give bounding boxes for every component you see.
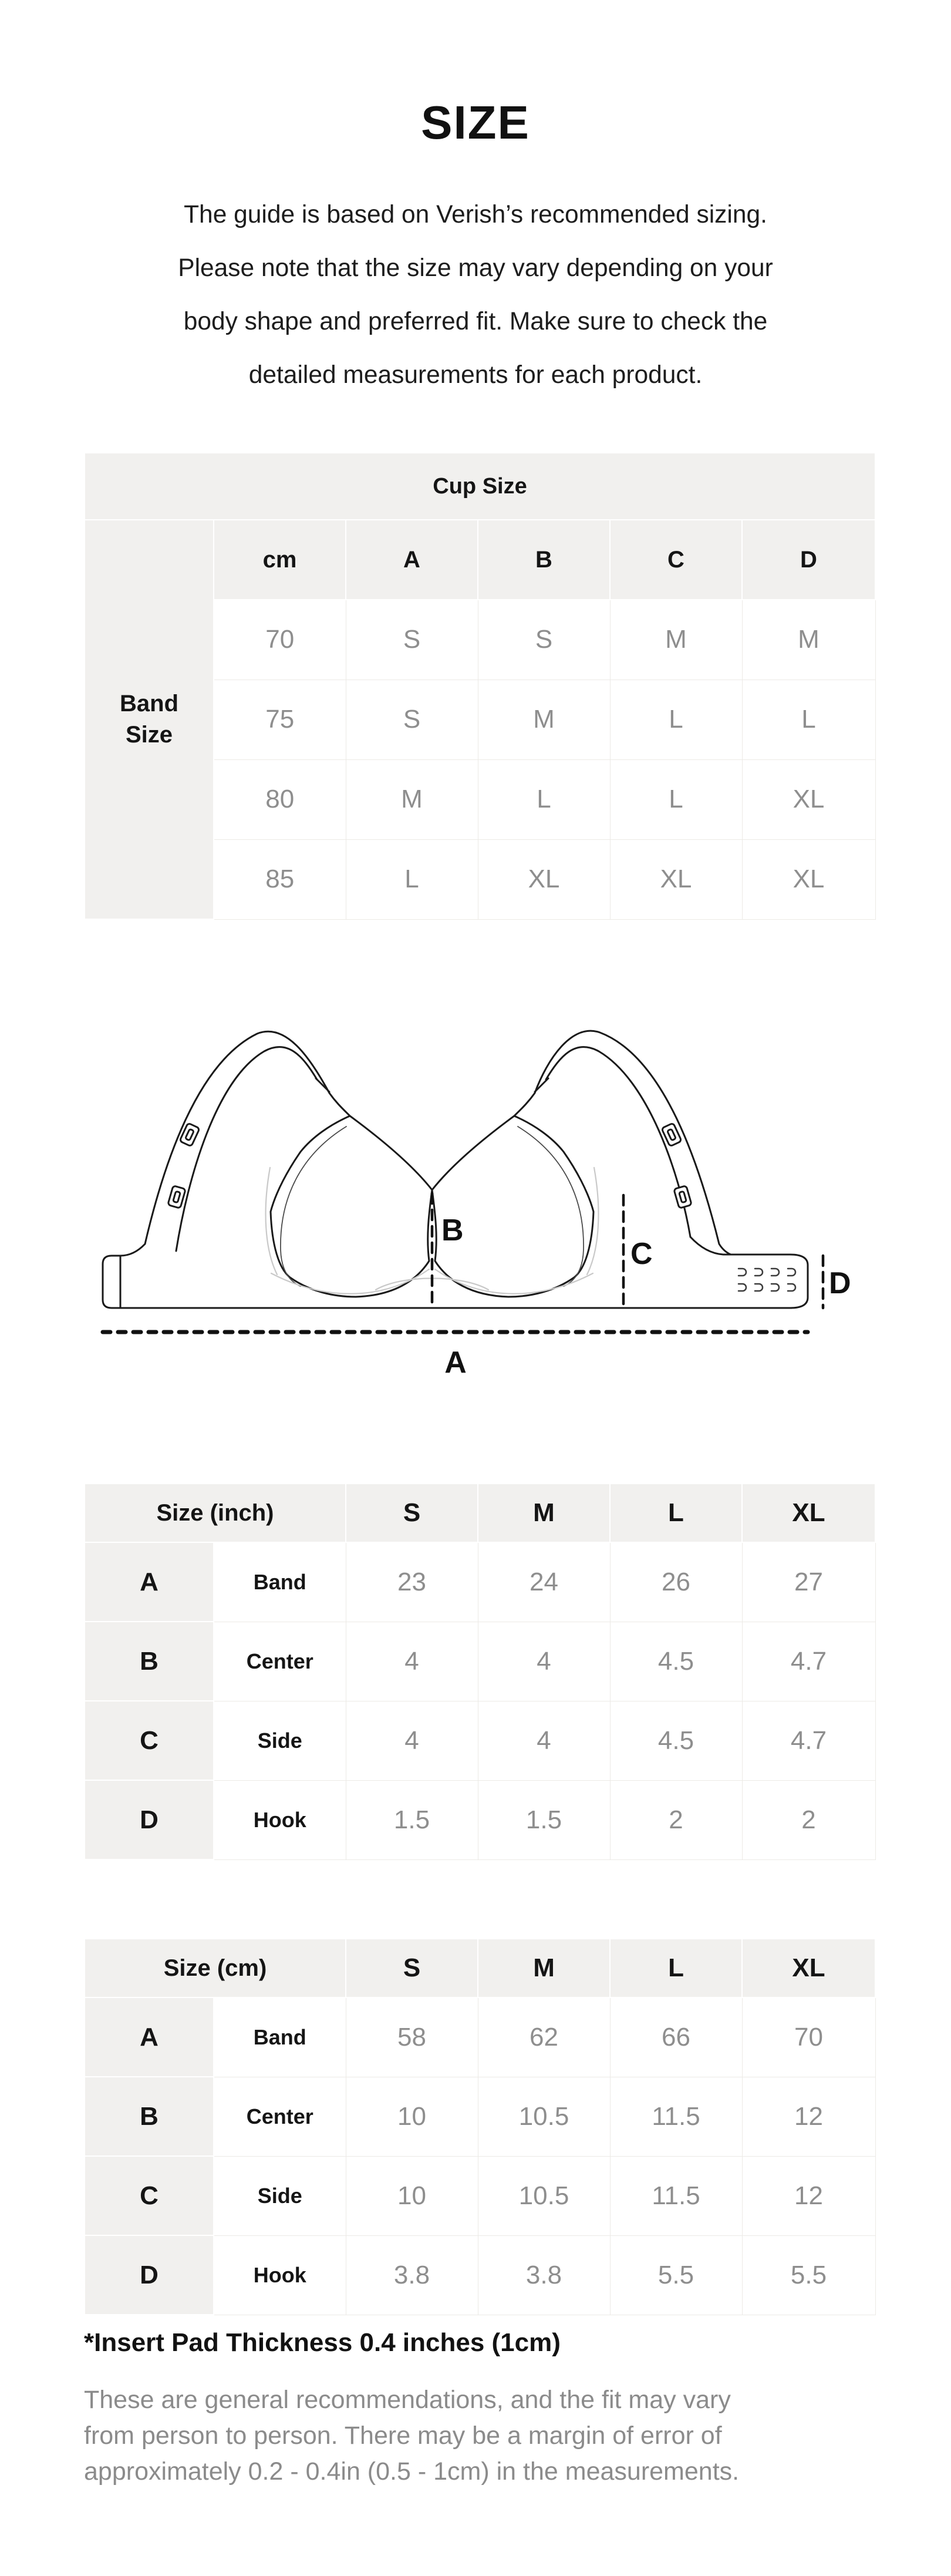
- cup-value-cell: XL: [742, 759, 875, 839]
- value-cell: 66: [610, 1997, 742, 2077]
- value-cell: 10: [346, 2156, 478, 2235]
- value-cell: 4: [346, 1701, 478, 1780]
- size-column-header: M: [478, 1939, 610, 1997]
- cup-value-cell: M: [610, 600, 742, 680]
- value-cell: 10: [346, 2077, 478, 2156]
- value-cell: 5.5: [610, 2235, 742, 2315]
- value-cell: 1.5: [478, 1780, 610, 1859]
- row-letter-cell: D: [85, 1780, 214, 1859]
- value-cell: 4.7: [742, 1701, 875, 1780]
- cup-value-cell: XL: [478, 839, 610, 919]
- band-value-cell: 85: [214, 839, 346, 919]
- table-row: [85, 2156, 875, 2235]
- diagram-label-b: B: [441, 1213, 464, 1247]
- size-column-header: XL: [742, 1484, 875, 1542]
- cup-value-cell: L: [742, 680, 875, 759]
- row-label-cell: Hook: [214, 1780, 346, 1859]
- cup-size-table: [84, 452, 876, 920]
- value-cell: 5.5: [742, 2235, 875, 2315]
- cup-value-cell: M: [742, 600, 875, 680]
- value-cell: 2: [742, 1780, 875, 1859]
- size-column-header: L: [610, 1484, 742, 1542]
- value-cell: 10.5: [478, 2156, 610, 2235]
- value-cell: 10.5: [478, 2077, 610, 2156]
- right-cup: [432, 1116, 593, 1297]
- row-label-cell: Band: [214, 1997, 346, 2077]
- row-label-cell: Center: [214, 2077, 346, 2156]
- band-size-label-text: Band Size: [120, 691, 178, 748]
- intro-line: Please note that the size may vary depending on your: [178, 254, 773, 282]
- cup-column-header: B: [478, 520, 610, 600]
- page-title: SIZE: [421, 96, 530, 149]
- intro-line: detailed measurements for each product.: [248, 361, 703, 389]
- row-letter-cell: C: [85, 1701, 214, 1780]
- row-letter-cell: A: [85, 1542, 214, 1622]
- size-inch-table: [84, 1483, 876, 1860]
- value-cell: 70: [742, 1997, 875, 2077]
- table-row: [85, 1780, 875, 1859]
- value-cell: 2: [610, 1780, 742, 1859]
- value-cell: 4: [346, 1622, 478, 1701]
- unit-header: cm: [214, 520, 346, 600]
- row-label-cell: Band: [214, 1542, 346, 1622]
- cup-value-cell: S: [346, 600, 478, 680]
- band-value-cell: 80: [214, 759, 346, 839]
- row-label-cell: Center: [214, 1622, 346, 1701]
- value-cell: 12: [742, 2077, 875, 2156]
- row-letter-cell: B: [85, 1622, 214, 1701]
- value-cell: 4.7: [742, 1622, 875, 1701]
- cup-value-cell: XL: [610, 839, 742, 919]
- diagram-label-c: C: [630, 1237, 653, 1271]
- cup-column-header: A: [346, 520, 478, 600]
- disclaimer-line: from person to person. There may be a margin of error of: [84, 2422, 722, 2450]
- table-row: [85, 2077, 875, 2156]
- intro-paragraph: [47, 188, 904, 402]
- cup-value-cell: L: [610, 680, 742, 759]
- row-label-cell: Hook: [214, 2235, 346, 2315]
- size-column-header: L: [610, 1939, 742, 1997]
- cup-value-cell: S: [478, 600, 610, 680]
- cup-value-cell: M: [346, 759, 478, 839]
- cup-value-cell: L: [610, 759, 742, 839]
- value-cell: 1.5: [346, 1780, 478, 1859]
- value-cell: 11.5: [610, 2156, 742, 2235]
- strap-adjuster-icon: [168, 1186, 186, 1209]
- cup-value-cell: M: [478, 680, 610, 759]
- value-cell: 24: [478, 1542, 610, 1622]
- band-value-cell: 75: [214, 680, 346, 759]
- hook-panel: [690, 1237, 808, 1308]
- band-size-label: [85, 520, 214, 919]
- left-cup: [271, 1116, 432, 1297]
- cup-column-header: D: [742, 520, 875, 600]
- disclaimer-text: [84, 2382, 739, 2490]
- cup-value-cell: L: [478, 759, 610, 839]
- value-cell: 26: [610, 1542, 742, 1622]
- strap-adjuster-icon: [674, 1186, 692, 1209]
- table-row: [85, 1542, 875, 1622]
- disclaimer-line: approximately 0.2 - 0.4in (0.5 - 1cm) in the measurements.: [84, 2457, 740, 2486]
- row-letter-cell: C: [85, 2156, 214, 2235]
- value-cell: 3.8: [478, 2235, 610, 2315]
- size-cm-table: [84, 1938, 876, 2315]
- band-value-cell: 70: [214, 600, 346, 680]
- disclaimer-line: These are general recommendations, and the fit may vary: [84, 2386, 731, 2414]
- size-cm-header: Size (cm): [85, 1939, 346, 1997]
- row-label-cell: Side: [214, 1701, 346, 1780]
- size-column-header: M: [478, 1484, 610, 1542]
- row-letter-cell: D: [85, 2235, 214, 2315]
- value-cell: 23: [346, 1542, 478, 1622]
- value-cell: 4: [478, 1622, 610, 1701]
- table-row: [85, 2235, 875, 2315]
- cup-size-header: Cup Size: [85, 453, 875, 520]
- size-column-header: XL: [742, 1939, 875, 1997]
- value-cell: 4.5: [610, 1701, 742, 1780]
- table-row: [85, 1701, 875, 1780]
- diagram-label-a: A: [444, 1346, 467, 1374]
- value-cell: 27: [742, 1542, 875, 1622]
- value-cell: 4: [478, 1701, 610, 1780]
- row-letter-cell: B: [85, 2077, 214, 2156]
- insert-pad-note: *Insert Pad Thickness 0.4 inches (1cm): [84, 2328, 561, 2357]
- value-cell: 62: [478, 1997, 610, 2077]
- table-row: [85, 1622, 875, 1701]
- value-cell: 11.5: [610, 2077, 742, 2156]
- cup-value-cell: L: [346, 839, 478, 919]
- intro-line: The guide is based on Verish’s recommended sizing.: [184, 201, 767, 228]
- bra-measurement-diagram: [94, 1022, 857, 1374]
- left-strap: [145, 1031, 350, 1251]
- value-cell: 4.5: [610, 1622, 742, 1701]
- value-cell: 58: [346, 1997, 478, 2077]
- cup-value-cell: XL: [742, 839, 875, 919]
- diagram-label-d: D: [829, 1266, 851, 1300]
- row-label-cell: Side: [214, 2156, 346, 2235]
- table-row: [85, 1997, 875, 2077]
- row-letter-cell: A: [85, 1997, 214, 2077]
- intro-line: body shape and preferred fit. Make sure to check the: [183, 308, 768, 335]
- value-cell: 3.8: [346, 2235, 478, 2315]
- value-cell: 12: [742, 2156, 875, 2235]
- hook-eyes-icon: [738, 1269, 795, 1291]
- size-column-header: S: [346, 1484, 478, 1542]
- cup-value-cell: S: [346, 680, 478, 759]
- size-inch-header: Size (inch): [85, 1484, 346, 1542]
- size-column-header: S: [346, 1939, 478, 1997]
- cup-column-header: C: [610, 520, 742, 600]
